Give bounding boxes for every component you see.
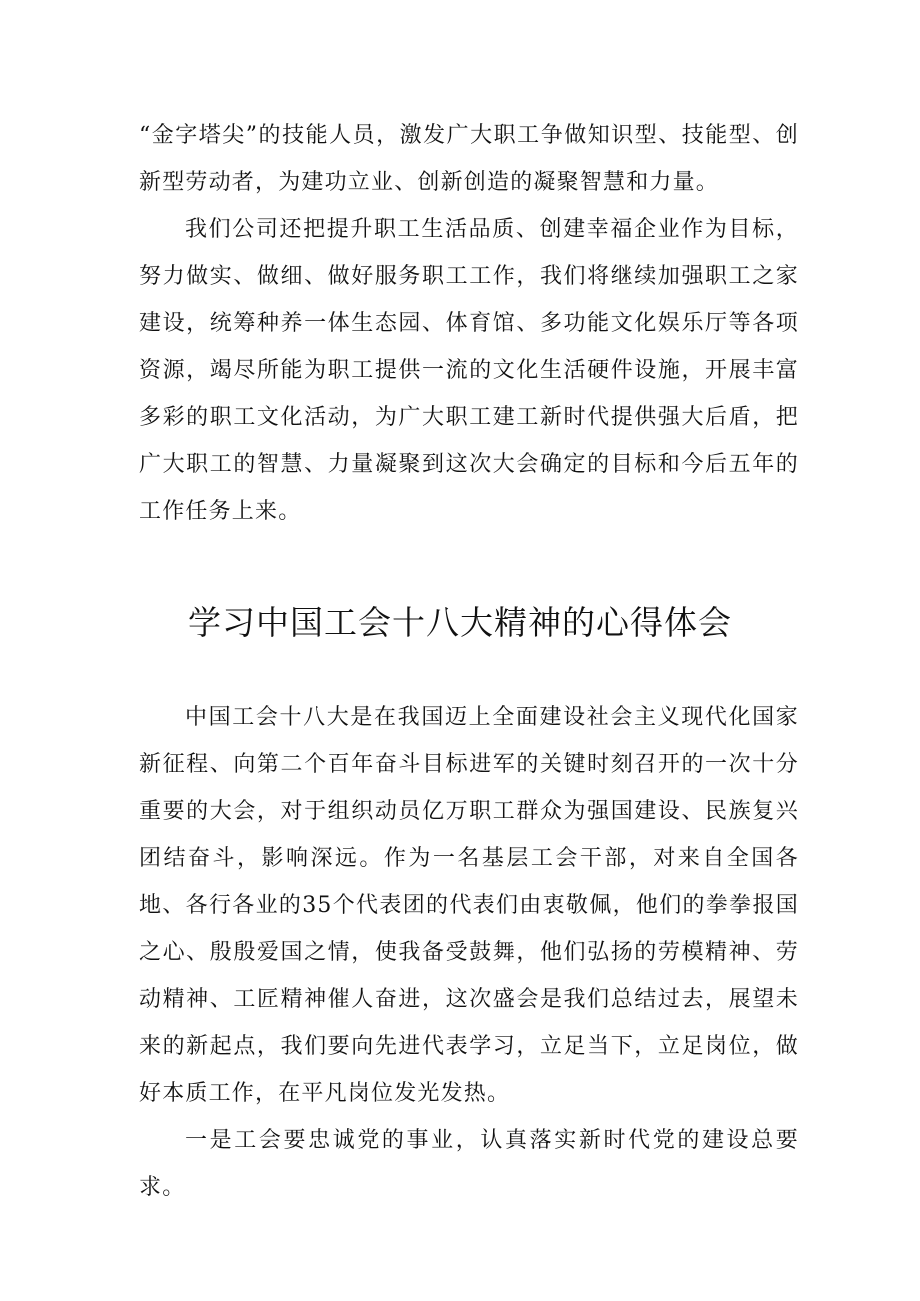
paragraph-congress-intro: 中国工会十八大是在我国迈上全面建设社会主义现代化国家新征程、向第二个百年奋斗目标进军的关键时刻召开的一次十分重要的大会，对于组织动员亿万职工群众为强国建设、民族复兴团结奋斗，影响深远。作为一名基层工会干部，对来自全国各地、各行各业的35个代表团的代表们由衷敬佩，他们的拳拳报国之心、殷殷爱国之情，使我备受鼓舞，他们弘扬的劳模精神、劳动精神、工匠精神催人奋进，这次盛会是我们总结过去，展望未来的新起点，我们要向先进代表学习，立足当下，立足岗位，做好本质工作，在平凡岗位发光发热。 [139, 705, 799, 1106]
paragraph-continuation: “金字塔尖”的技能人员，激发广大职工争做知识型、技能型、创新型劳动者，为建功立业、创新创造的凝聚智慧和力量。 [139, 123, 799, 195]
paragraph-point-one: 一是工会要忠诚党的事业，认真落实新时代党的建设总要求。 [139, 1128, 799, 1200]
paragraph-company-goals: 我们公司还把提升职工生活品质、创建幸福企业作为目标，努力做实、做细、做好服务职工工作，我们将继续加强职工之家建设，统筹种养一体生态园、体育馆、多功能文化娱乐厅等各项资源，竭尽所能为职工提供一流的文化生活硬件设施，开展丰富多彩的职工文化活动，为广大职工建工新时代提供强大后盾，把广大职工的智慧、力量凝聚到这次大会确定的目标和今后五年的工作任务上来。 [139, 217, 799, 524]
section-title: 学习中国工会十八大精神的心得体会 [188, 603, 732, 642]
